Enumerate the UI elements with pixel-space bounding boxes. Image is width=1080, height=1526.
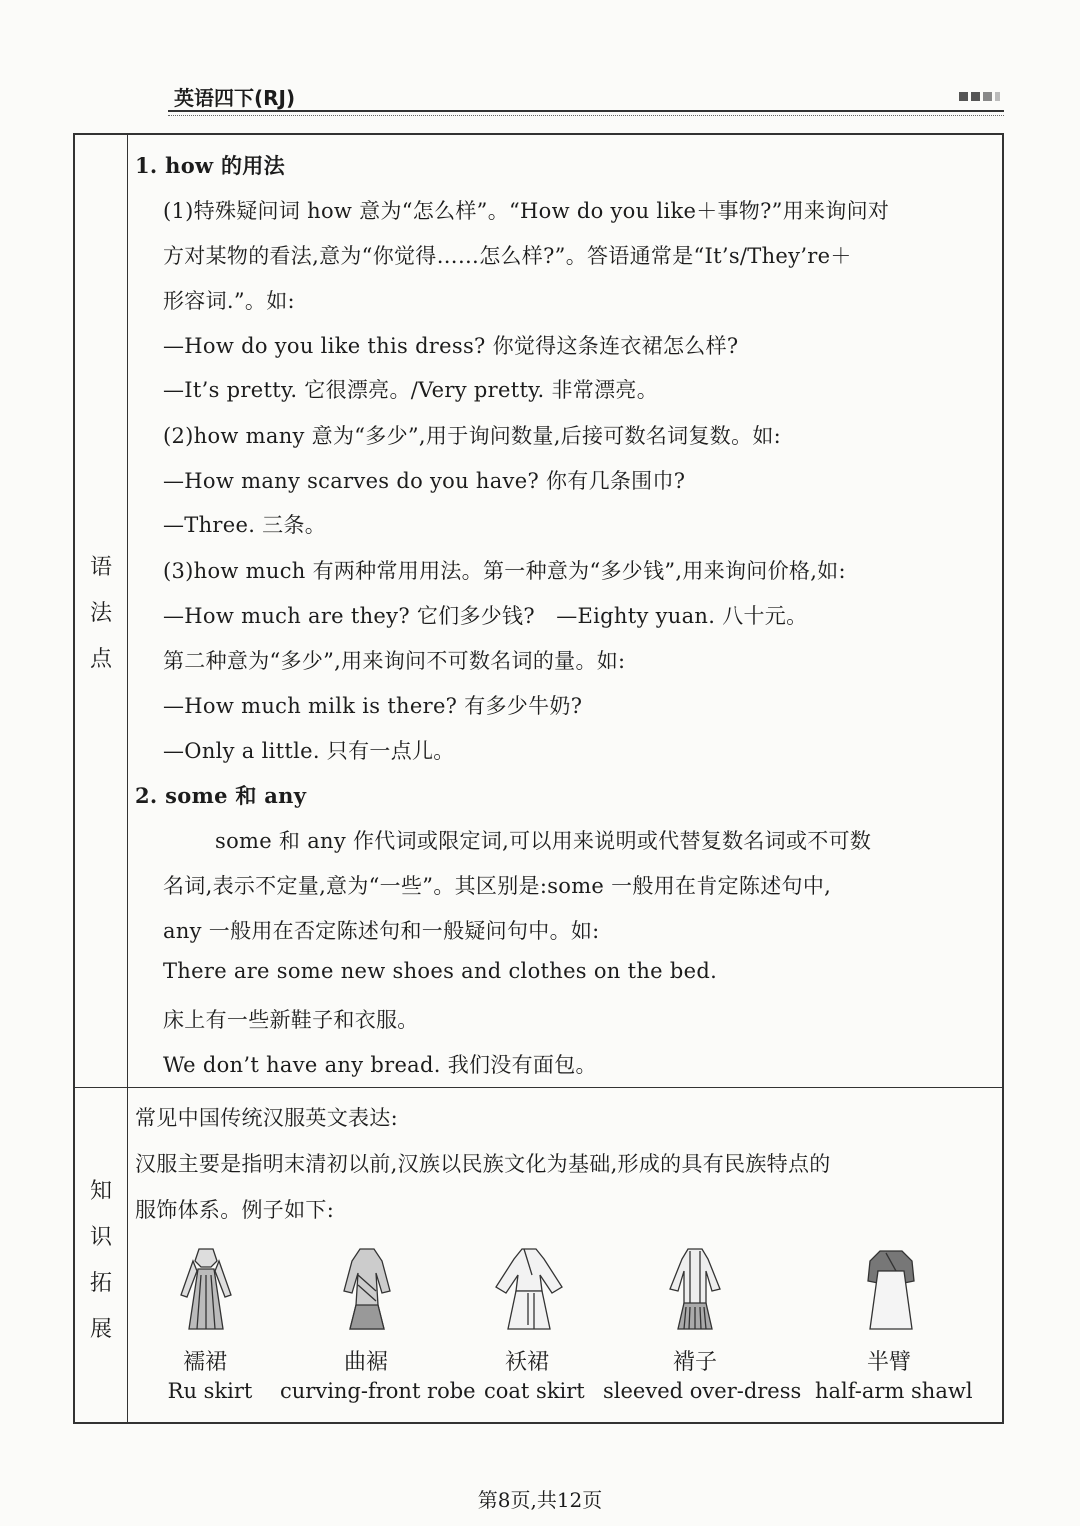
extension-heading: 常见中国传统汉服英文表达:: [135, 1106, 398, 1130]
garment-en-label: sleeved over-dress: [603, 1379, 802, 1403]
grammar-example: —Three. 三条。: [163, 513, 327, 537]
side-char: 法: [89, 601, 112, 626]
row-divider: [75, 1087, 1002, 1088]
half-arm-shawl-icon: [856, 1245, 926, 1335]
side-char: 识: [89, 1225, 112, 1250]
grammar-text: (3)how much 有两种常用用法。第一种意为“多少钱”,用来询问价格,如:: [163, 559, 846, 583]
sleeved-over-dress-icon: [660, 1245, 730, 1335]
header-rule: [168, 110, 1004, 116]
garment-cn-label: 袄裙: [504, 1350, 549, 1375]
side-char: 拓: [89, 1271, 112, 1296]
side-label-grammar: [75, 545, 127, 683]
column-divider: [127, 135, 128, 1422]
grammar-text: (2)how many 意为“多少”,用于询问数量,后接可数名词复数。如:: [163, 424, 782, 448]
grammar-text: 方对某物的看法,意为“你觉得……怎么样?”。答语通常是“It’s/They’re＋: [163, 244, 852, 268]
page-header: [168, 80, 1004, 114]
grammar-text: 第二种意为“多少”,用来询问不可数名词的量。如:: [163, 649, 626, 673]
garment-cn-label: 襦裙: [182, 1350, 227, 1375]
grammar-example: —Only a little. 只有一点儿。: [163, 739, 455, 763]
curving-front-robe-icon: [332, 1245, 402, 1335]
grammar-heading-some-any: 2. some 和 any: [135, 783, 307, 808]
grammar-example: —How much milk is there? 有多少牛奶?: [163, 694, 583, 718]
garment-en-label: coat skirt: [484, 1379, 585, 1403]
page-number: 第8页,共12页: [477, 1488, 603, 1512]
header-title: 英语四下(RJ): [174, 86, 296, 110]
side-label-extension: [75, 1169, 127, 1353]
grammar-example: —How many scarves do you have? 你有几条围巾?: [163, 469, 686, 493]
grammar-text: some 和 any 作代词或限定词,可以用来说明或代替复数名词或不可数: [215, 829, 872, 853]
garment-cn-label: 半臂: [866, 1350, 911, 1375]
grammar-example: There are some new shoes and clothes on the bed.: [163, 959, 718, 983]
grammar-text: 名词,表示不定量,意为“一些”。其区别是:some 一般用在肯定陈述句中,: [163, 874, 832, 898]
garment-en-label: Ru skirt: [167, 1379, 253, 1403]
side-char: 点: [89, 647, 112, 672]
grammar-example: 床上有一些新鞋子和衣服。: [163, 1008, 419, 1032]
header-decoration: [959, 92, 1000, 101]
garment-cn-label: 曲裾: [343, 1350, 388, 1375]
grammar-heading-how: 1. how 的用法: [135, 153, 285, 178]
garment-en-label: curving-front robe: [280, 1379, 476, 1403]
garment-en-label: half-arm shawl: [815, 1379, 973, 1403]
grammar-example: We don’t have any bread. 我们没有面包。: [163, 1053, 597, 1077]
ru-skirt-icon: [171, 1245, 241, 1335]
side-char: 展: [89, 1317, 112, 1342]
extension-text: 汉服主要是指明末清初以前,汉族以民族文化为基础,形成的具有民族特点的: [135, 1152, 831, 1176]
coat-skirt-icon: [494, 1245, 564, 1335]
grammar-example: —How much are they? 它们多少钱? —Eighty yuan. 八十元。: [163, 604, 808, 628]
grammar-example: —How do you like this dress? 你觉得这条连衣裙怎么样?: [163, 334, 739, 358]
content-table: [73, 133, 1004, 1424]
extension-text: 服饰体系。例子如下:: [135, 1198, 335, 1222]
side-char: 语: [89, 555, 112, 580]
grammar-text: any 一般用在否定陈述句和一般疑问句中。如:: [163, 919, 600, 943]
garment-cn-label: 褙子: [672, 1350, 717, 1375]
grammar-text: 形容词.”。如:: [163, 289, 295, 313]
grammar-example: —It’s pretty. 它很漂亮。/Very pretty. 非常漂亮。: [163, 378, 659, 402]
side-char: 知: [89, 1179, 112, 1204]
grammar-text: (1)特殊疑问词 how 意为“怎么样”。“How do you like＋事物?”用来询问对: [163, 199, 890, 223]
